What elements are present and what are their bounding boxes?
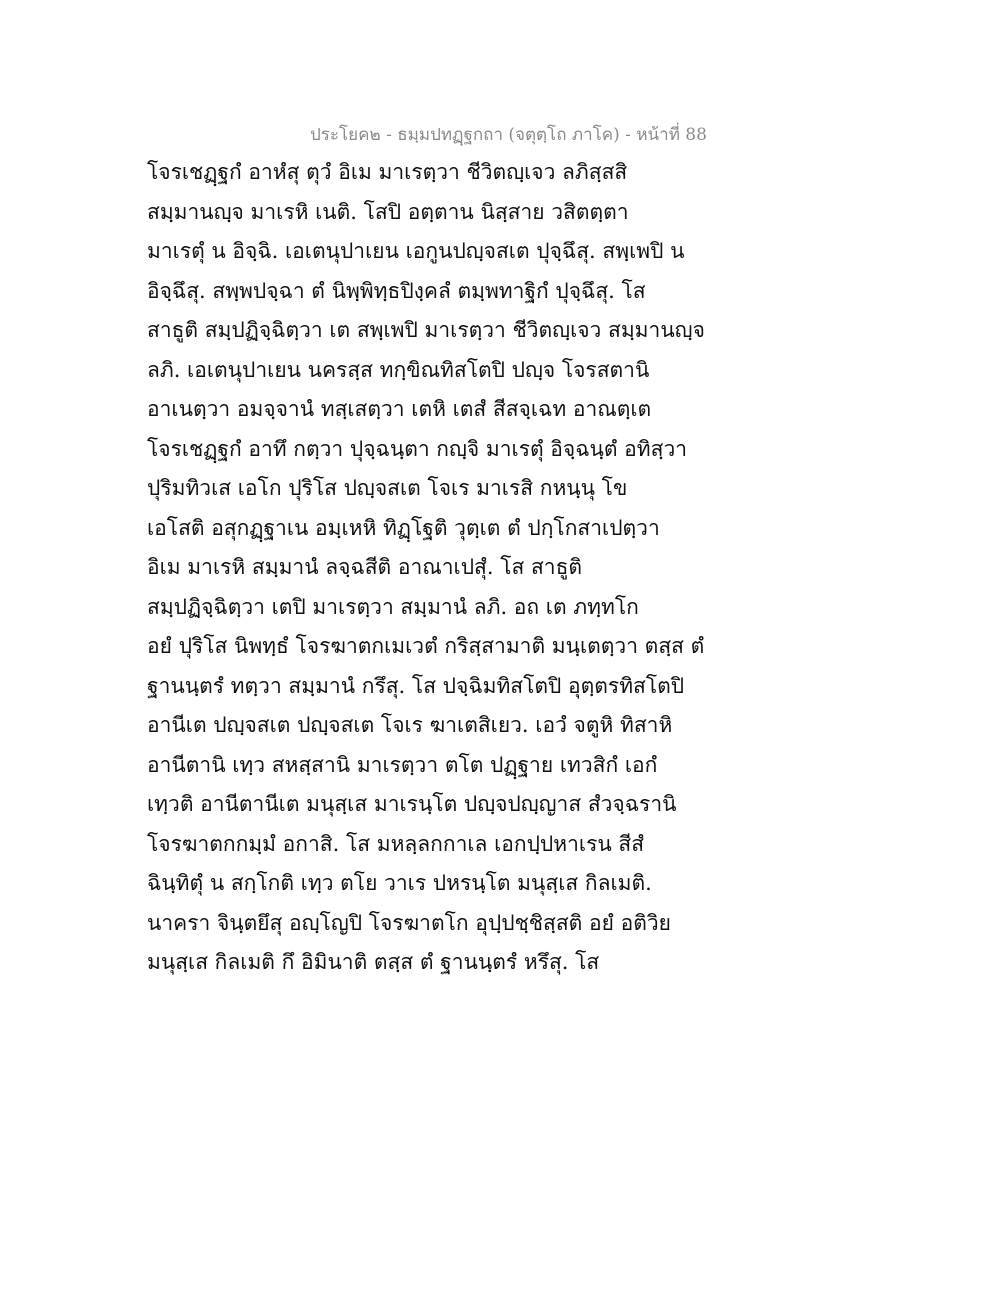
text-line: มนุสฺเส กิลเมติ กึ อิมินาติ ตสฺส ตํ ฐานนฺตรํ หรึสุ. โส (147, 950, 600, 974)
text-line: โจรเชฏฺฐกํ อาทึ กตฺวา ปุจฺฉนฺตา กญฺจิ มาเรตุํ อิจฺฉนฺตํ อทิสฺวา (147, 436, 688, 461)
text-line: สาธูติ สมฺปฏิจฺฉิตฺวา เต สพฺเพปิ มาเรตฺวา ชีวิตญฺเจว สมฺมานญฺจ (147, 318, 705, 342)
text-line: ฐานนฺตรํ ทตฺวา สมฺมานํ กรึสุ. โส ปจฺฉิมทิสโตปิ อุตฺตรทิสโตปิ (147, 673, 685, 698)
text-line: อิจฺฉึสุ. สพฺพปจฺฉา ตํ นิพฺพิทฺธปิงฺคลํ ตมฺพทาฐิกํ ปุจฺฉึสุ. โส (147, 278, 646, 303)
text-line: ปุริมทิวเส เอโก ปุริโส ปญฺจสเต โจเร มาเรสิ กหนฺนุ โข (147, 476, 628, 500)
text-line: ลภิ. เอเตนุปาเยน นครสฺส ทกฺขิณทิสโตปิ ปญฺจ โจรสตานิ (147, 357, 650, 382)
text-line: อิเม มาเรหิ สมฺมานํ ลจฺฉสีติ อาณาเปสุํ. โส สาธูติ (147, 555, 583, 579)
text-line: เอโสติ อสุกฏฺฐาเน อมฺเหหิ ทิฏฺโฐติ วุตฺเต ตํ ปกฺโกสาเปตฺวา (147, 515, 660, 540)
text-line: นาครา จินฺตยึสุ อญฺโญปิ โจรฆาตโก อุปฺปชฺชิสฺสติ อยํ อติวิย (147, 910, 671, 935)
text-line: อยํ ปุริโส นิพทฺธํ โจรฆาตกเมเวตํ กริสฺสามาติ มนฺเตตฺวา ตสฺส ตํ (147, 634, 705, 658)
text-line: เทฺวติ อานีตานีเต มนุสฺเส มาเรนฺโต ปญฺจปญฺญาส สํวจฺฉรานิ (147, 792, 677, 816)
text-line: ฉินฺทิตุํ น สกฺโกติ เทฺว ตโย วาเร ปหรนฺโต มนุสฺเส กิลเมติ. (147, 871, 652, 895)
text-line: โจรฆาตกกมฺมํ อกาสิ. โส มหลฺลกกาเล เอกปฺปหาเรน สีสํ (147, 831, 645, 856)
text-line: สมฺปฏิจฺฉิตฺวา เตปิ มาเรตฺวา สมฺมานํ ลภิ. อถ เต ภทฺทโก (147, 594, 639, 619)
text-line: อานีเต ปญฺจสเต ปญฺจสเต โจเร ฆาเตสิเยว. เอวํ จตูหิ ทิสาหิ (147, 713, 673, 737)
text-line: โจรเชฏฺฐกํ อาหํสุ ตุวํ อิเม มาเรตฺวา ชีวิตญฺเจว ลภิสฺสสิ (147, 160, 628, 184)
running-header: ประโยค๒ - ธมฺมปทฏฺฐกถา (จตุตฺโถ ภาโค) - หน้าที่ 88 (310, 125, 707, 145)
text-line: สมฺมานญฺจ มาเรหิ เนติ. โสปิ อตฺตาน นิสฺสาย วสิตตฺตา (147, 199, 629, 224)
text-line: มาเรตุํ น อิจฺฉิ. เอเตนุปาเยน เอกูนปญฺจสเต ปุจฺฉึสุ. สพฺเพปิ น (147, 239, 685, 263)
text-line: อานีตานิ เทฺว สหสฺสานิ มาเรตฺวา ตโต ปฏฺฐาย เทวสิกํ เอกํ (147, 752, 658, 777)
body-text (147, 153, 705, 983)
text-line: อาเนตฺวา อมจฺจานํ ทสฺเสตฺวา เตหิ เตสํ สีสจฺเฉท อาณตฺเต (147, 397, 652, 421)
